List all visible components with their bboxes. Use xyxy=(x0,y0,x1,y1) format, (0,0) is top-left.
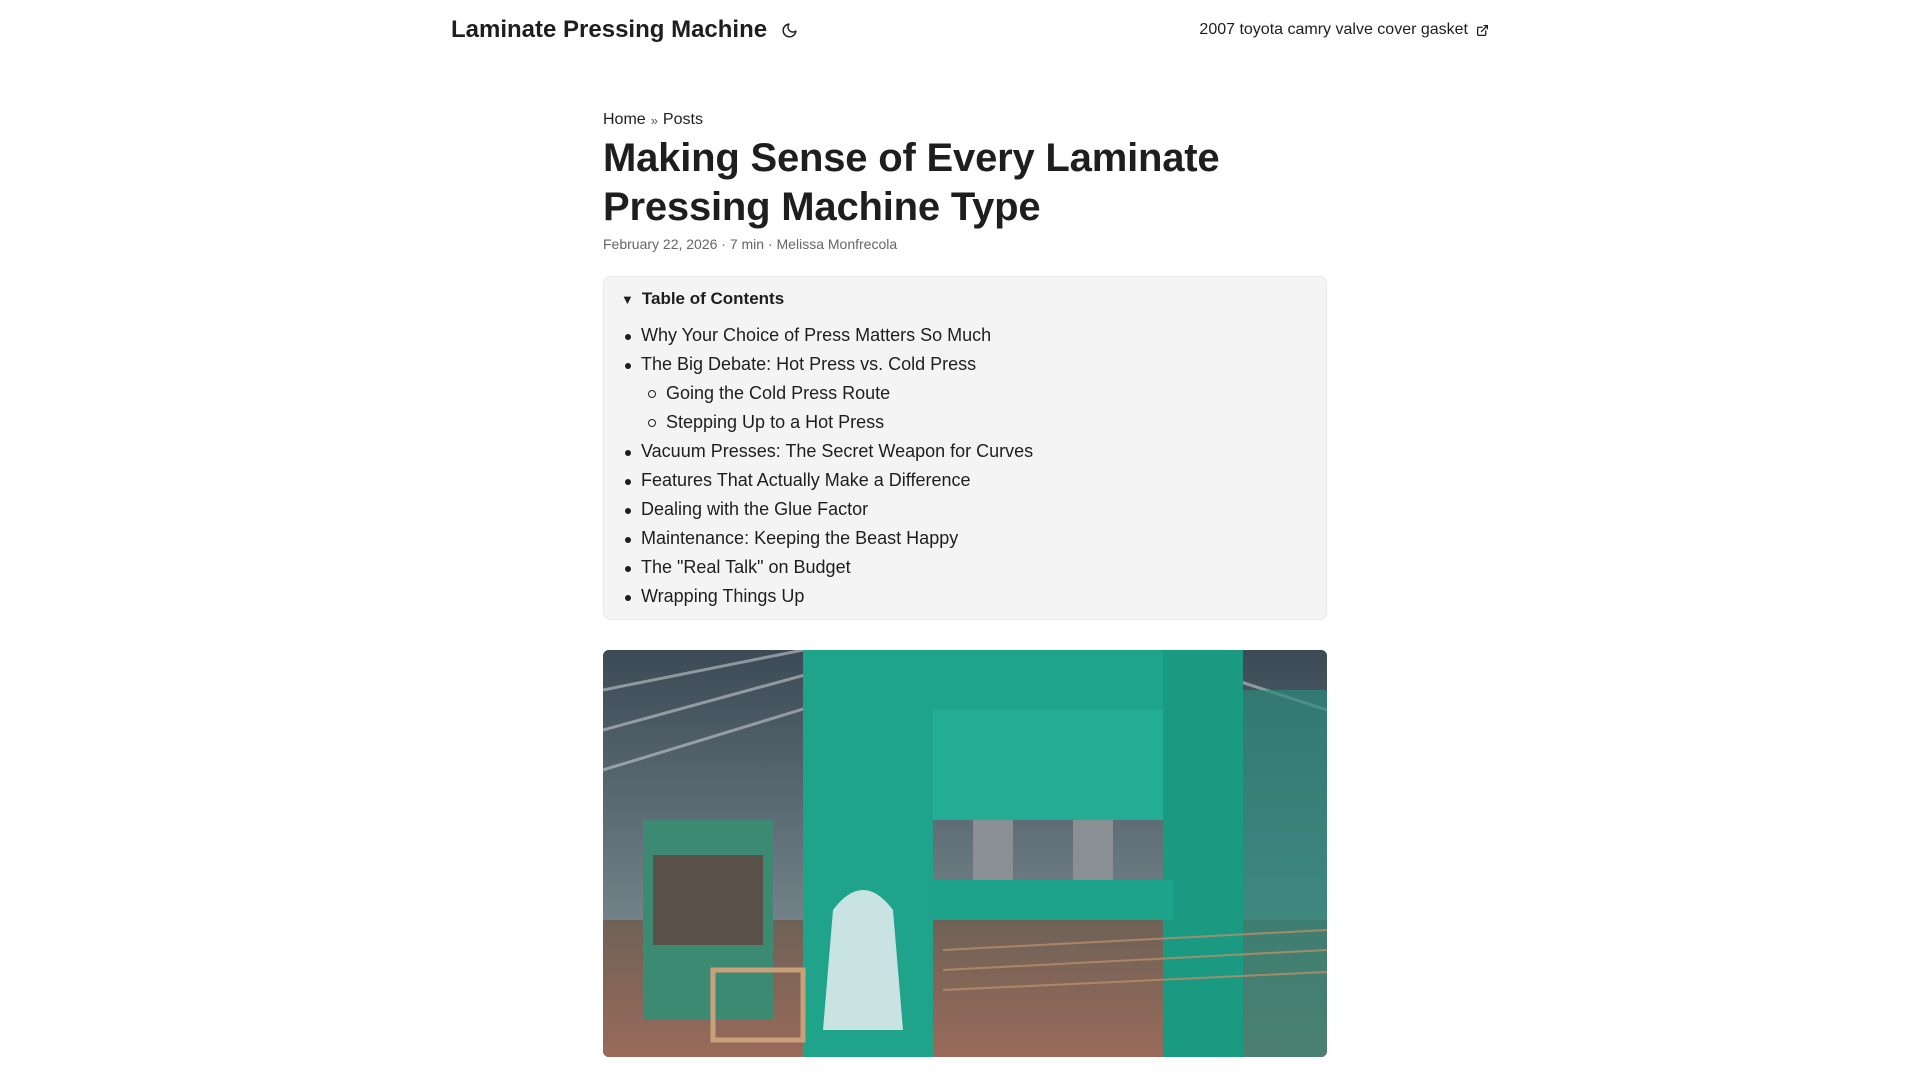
circle-bullet-icon xyxy=(648,390,656,398)
toc-toggle[interactable] xyxy=(621,289,784,309)
toc-item xyxy=(604,524,1326,553)
toc-link[interactable]: Dealing with the Glue Factor xyxy=(641,499,869,519)
logo-switch xyxy=(451,16,799,44)
cover-image xyxy=(603,650,1327,1057)
disc-bullet-icon xyxy=(625,334,631,340)
toc-summary-label: Table of Contents xyxy=(641,289,785,308)
toc-link[interactable]: Stepping Up to a Hot Press xyxy=(666,412,885,432)
toc-item xyxy=(604,350,1326,379)
toc-item xyxy=(604,408,1326,437)
disc-bullet-icon xyxy=(625,537,631,543)
cover-image-illustration xyxy=(603,650,1327,1057)
post-meta: February 22, 2026 · 7 min · Melissa Monfrecola xyxy=(603,236,898,252)
disc-bullet-icon xyxy=(625,450,631,456)
toc-item xyxy=(604,582,1326,611)
breadcrumb-separator: » xyxy=(650,112,658,128)
breadcrumb-home[interactable]: Home xyxy=(603,111,646,128)
toc-item xyxy=(604,553,1326,582)
breadcrumb xyxy=(603,111,703,129)
toc-item xyxy=(604,437,1326,466)
disc-bullet-icon xyxy=(625,566,631,572)
triangle-down-icon: ▼ xyxy=(621,291,634,307)
toc-link[interactable]: Going the Cold Press Route xyxy=(666,383,891,403)
toc-item xyxy=(604,495,1326,524)
toc-link[interactable]: Why Your Choice of Press Matters So Much xyxy=(641,325,992,345)
site-header xyxy=(451,0,1489,60)
toc-item xyxy=(604,466,1326,495)
toc-link[interactable]: Maintenance: Keeping the Beast Happy xyxy=(641,528,959,548)
toc-list xyxy=(604,321,1326,611)
toc-link[interactable]: Features That Actually Make a Difference xyxy=(641,470,971,490)
disc-bullet-icon xyxy=(625,595,631,601)
toc-link[interactable]: The "Real Talk" on Budget xyxy=(641,557,851,577)
disc-bullet-icon xyxy=(625,479,631,485)
external-link-icon xyxy=(1476,24,1489,37)
disc-bullet-icon xyxy=(625,363,631,369)
toc-item xyxy=(604,379,1326,408)
moon-icon[interactable] xyxy=(779,20,799,40)
table-of-contents xyxy=(603,276,1327,620)
toc-link[interactable]: The Big Debate: Hot Press vs. Cold Press xyxy=(641,354,977,374)
post-title: Making Sense of Every Laminate Pressing Machine Type xyxy=(603,136,1220,229)
breadcrumb-posts[interactable]: Posts xyxy=(662,111,703,128)
toc-link[interactable]: Wrapping Things Up xyxy=(641,586,805,606)
external-nav-link-label: 2007 toyota camry valve cover gasket xyxy=(1199,21,1468,38)
toc-link[interactable]: Vacuum Presses: The Secret Weapon for Curves xyxy=(641,441,1034,461)
site-logo[interactable]: Laminate Pressing Machine xyxy=(451,16,768,43)
circle-bullet-icon xyxy=(648,419,656,427)
toc-item xyxy=(604,321,1326,350)
disc-bullet-icon xyxy=(625,508,631,514)
external-nav-link[interactable] xyxy=(1199,21,1489,39)
